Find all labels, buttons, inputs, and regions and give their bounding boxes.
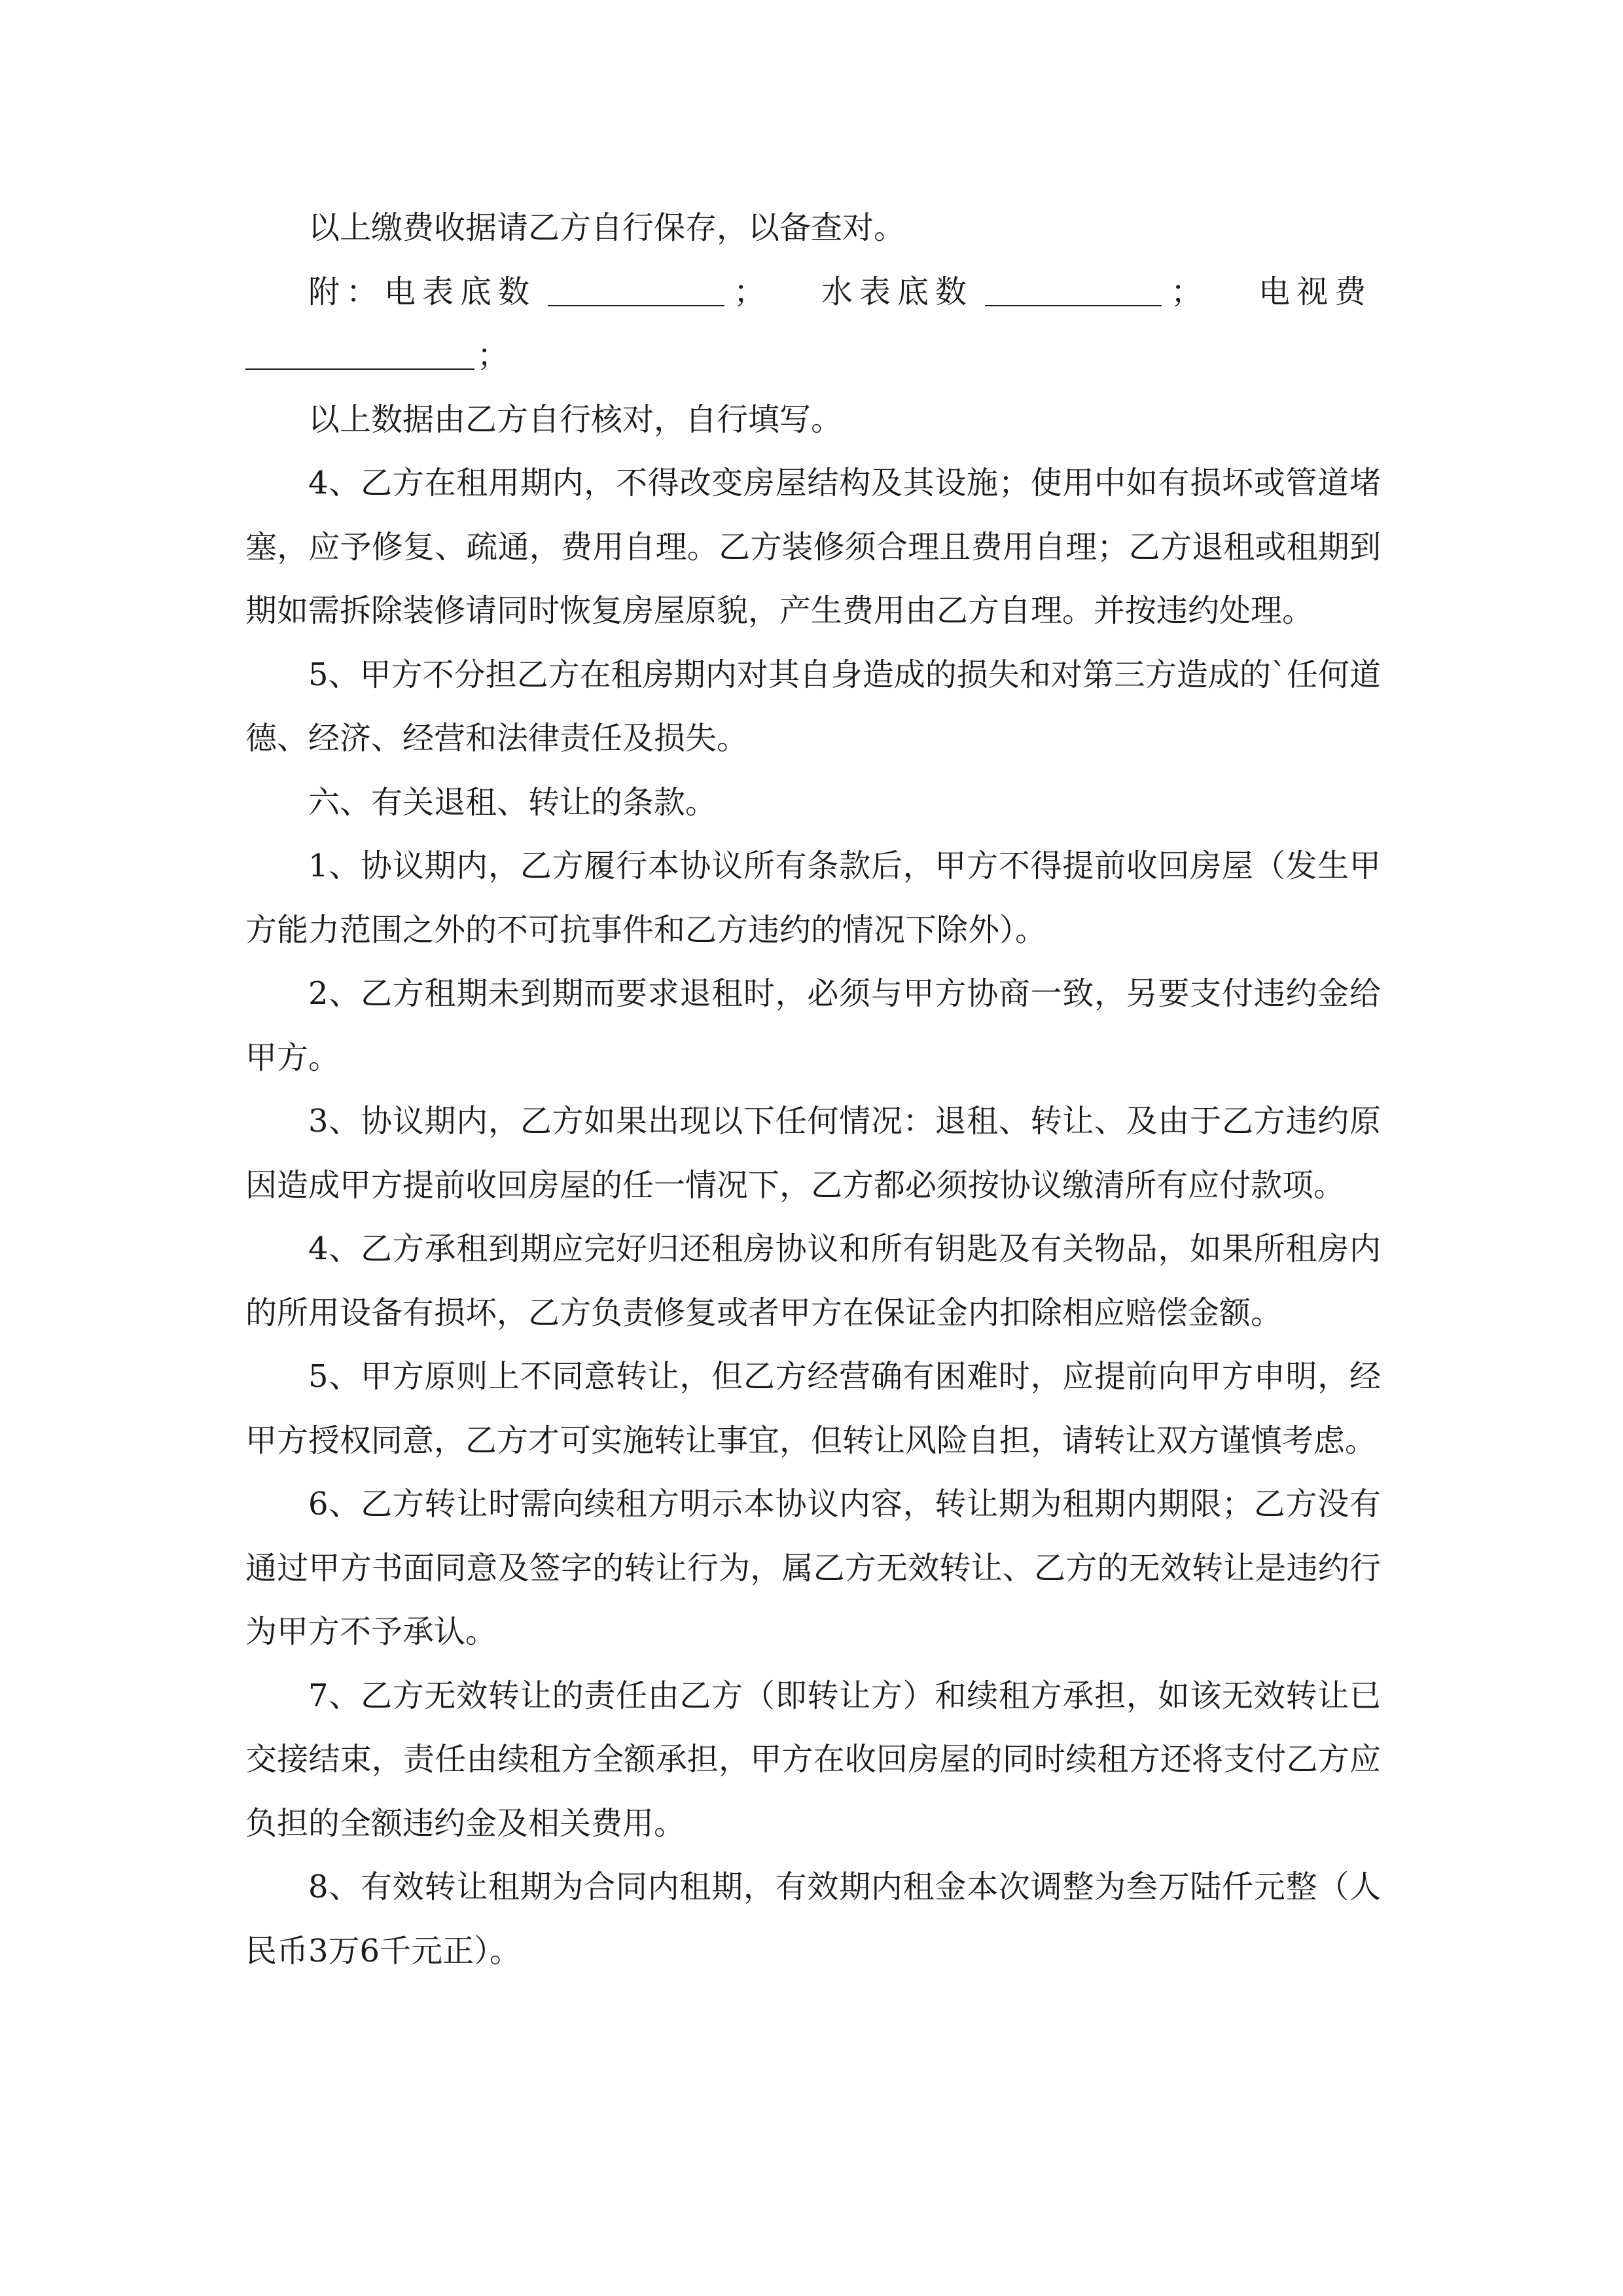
attachment-tv-label: 电视费 (1258, 273, 1373, 310)
attachment-tv-line (245, 324, 1381, 388)
electric-meter-blank (548, 274, 724, 306)
attachment-water-label: 水表底数 (821, 273, 974, 310)
paragraph-receipt-note: 以上缴费收据请乙方自行保存，以备查对。 (308, 209, 906, 246)
paragraph-termination-8: 8、有效转让租期为合同内租期，有效期内租金本次调整为叁万陆仟元整（人民币3万6千元正）。 (245, 1869, 1381, 1969)
paragraph-data-check: 以上数据由乙方自行核对，自行填写。 (308, 401, 843, 438)
paragraph-termination-3: 3、协议期内，乙方如果出现以下任何情况：退租、转让、及由于乙方违约原因造成甲方提前收回房屋的任一情况下，乙方都必须按协议缴清所有应付款项。 (245, 1103, 1381, 1204)
paragraph-clause-4: 4、乙方在租用期内，不得改变房屋结构及其设施；使用中如有损坏或管道堵塞，应予修复、疏通，费用自理。乙方装修须合理且费用自理；乙方退租或租期到期如需拆除装修请同时恢复房屋原貌，产生费用由乙方自理。并按违约处理。 (245, 465, 1381, 629)
tv-fee-blank (245, 337, 474, 370)
paragraph-termination-5: 5、甲方原则上不同意转让，但乙方经营确有困难时，应提前向甲方申明，经甲方授权同意，乙方才可实施转让事宜，但转让风险自担，请转让双方谨慎考虑。 (245, 1358, 1381, 1459)
section-heading-termination: 六、有关退租、转让的条款。 (308, 783, 717, 821)
paragraph-termination-1: 1、协议期内，乙方履行本协议所有条款后，甲方不得提前收回房屋（发生甲方能力范围之外的不可抗事件和乙方违约的情况下除外）。 (245, 848, 1381, 948)
paragraph-clause-5: 5、甲方不分担乙方在租房期内对其自身造成的损失和对第三方造成的`任何道德、经济、经营和法律责任及损失。 (245, 656, 1381, 757)
attachment-end: ； (477, 337, 509, 374)
paragraph-termination-6: 6、乙方转让时需向续租方明示本协议内容，转让期为租期内期限；乙方没有通过甲方书面同意及签字的转让行为，属乙方无效转让、乙方的无效转让是违约行为甲方不予承认。 (245, 1486, 1381, 1650)
attachment-separator: ； (1171, 273, 1209, 310)
attachment-line (245, 260, 1381, 325)
paragraph-termination-7: 7、乙方无效转让的责任由乙方（即转让方）和续租方承担，如该无效转让已交接结束，责任由续租方全额承担，甲方在收回房屋的同时续租方还将支付乙方应负担的全额违约金及相关费用。 (245, 1677, 1381, 1842)
paragraph-termination-2: 2、乙方租期未到期而要求退租时，必须与甲方协商一致，另要支付违约金给甲方。 (245, 975, 1381, 1076)
document-body (245, 196, 1381, 1983)
water-meter-blank (985, 274, 1162, 306)
paragraph-termination-4: 4、乙方承租到期应完好归还租房协议和所有钥匙及有关物品，如果所租房内的所用设备有损坏，乙方负责修复或者甲方在保证金内扣除相应赔偿金额。 (245, 1230, 1381, 1331)
attachment-separator: ； (734, 273, 772, 310)
attachment-electric-label: 附：电表底数 (308, 273, 537, 310)
